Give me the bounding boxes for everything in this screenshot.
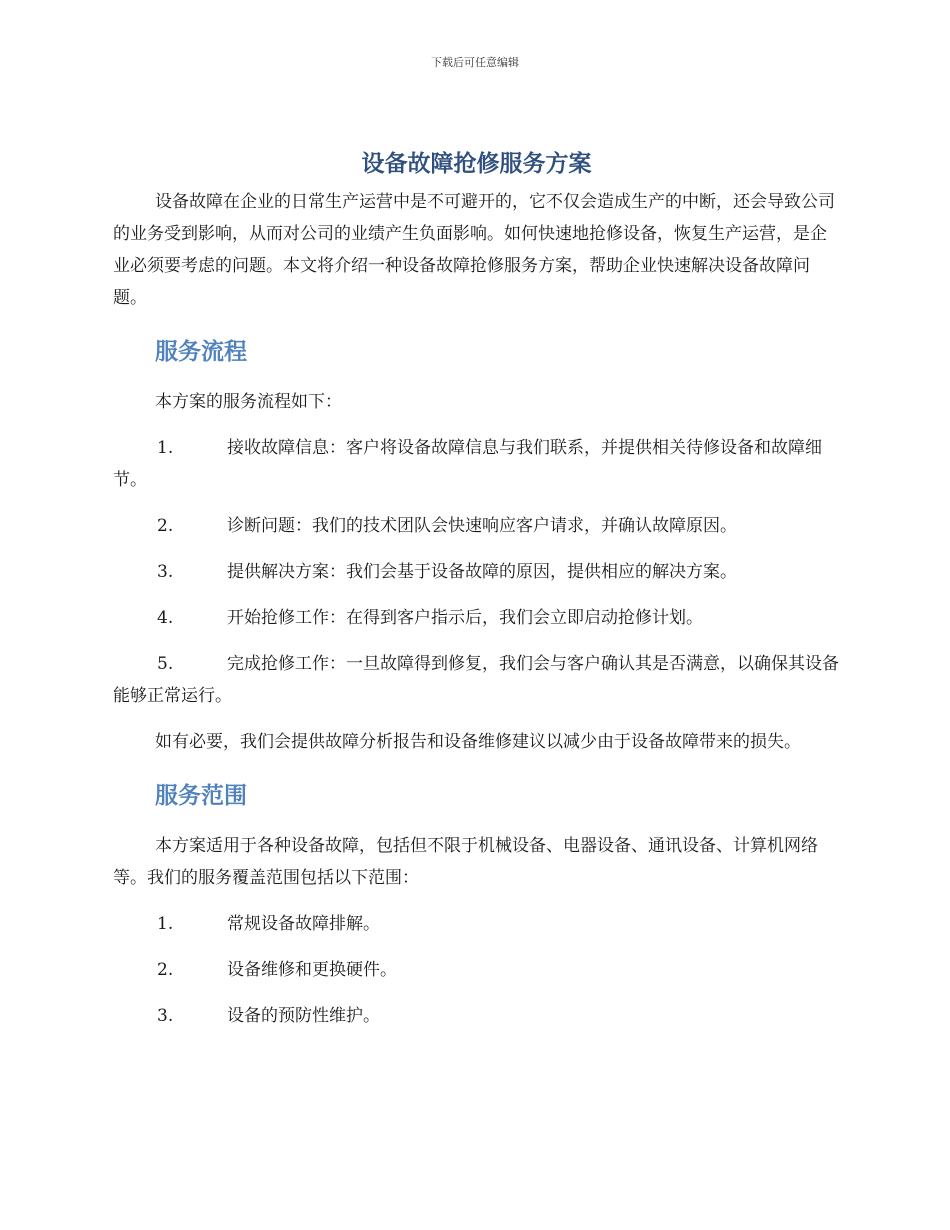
list-item-text: 提供解决方案：我们会基于设备故障的原因，提供相应的解决方案。 [227,562,737,582]
list-item [113,510,840,542]
list-item [113,432,840,496]
list-item-number: 3. [157,1006,174,1026]
list-item [113,1000,840,1032]
header-note: 下载后可任意编辑 [431,56,519,69]
list-item [113,602,840,634]
section-lead: 本方案的服务流程如下： [155,392,342,412]
list-item-number: 2. [157,960,174,980]
list-item [113,954,840,986]
document-title: 设备故障抢修服务方案 [361,151,592,177]
list-item-text: 接收故障信息：客户将设备故障信息与我们联系，并提供相关待修设备和故障细节。 [113,438,822,490]
list-item-text: 完成抢修工作：一旦故障得到修复，我们会与客户确认其是否满意，以确保其设备能够正常运行。 [113,654,839,706]
list-item-text: 设备的预防性维护。 [227,1006,380,1026]
list-item-number: 2. [157,516,174,536]
intro-paragraph: 设备故障在企业的日常生产运营中是不可避开的，它不仅会造成生产的中断，还会导致公司的业务受到影响，从而对公司的业绩产生负面影响。如何快速地抢修设备，恢复生产运营，是企业必须要考虑的问题。本文将介绍一种设备故障抢修服务方案，帮助企业快速解决设备故障问题。 [113,192,835,308]
list-item-number: 3. [157,562,174,582]
list-item [113,556,840,588]
list-item-number: 4. [157,608,174,628]
section-heading-service-process: 服务流程 [155,339,247,365]
list-item-number: 1. [157,438,174,458]
list-item-number: 1. [157,914,174,934]
section-lead: 本方案适用于各种设备故障，包括但不限于机械设备、电器设备、通讯设备、计算机网络等。我们的服务覆盖范围包括以下范围： [113,836,818,888]
list-item-text: 开始抢修工作：在得到客户指示后，我们会立即启动抢修计划。 [227,608,703,628]
list-item-text: 诊断问题：我们的技术团队会快速响应客户请求，并确认故障原因。 [227,516,737,536]
list-item [113,908,840,940]
list-item-text: 常规设备故障排解。 [227,914,380,934]
list-item [113,648,840,712]
list-item-number: 5. [157,654,174,674]
section-closing-paragraph: 如有必要，我们会提供故障分析报告和设备维修建议以减少由于设备故障带来的损失。 [155,732,801,752]
list-item-text: 设备维修和更换硬件。 [227,960,397,980]
section-heading-service-scope: 服务范围 [155,783,247,809]
document-body [113,148,840,1046]
